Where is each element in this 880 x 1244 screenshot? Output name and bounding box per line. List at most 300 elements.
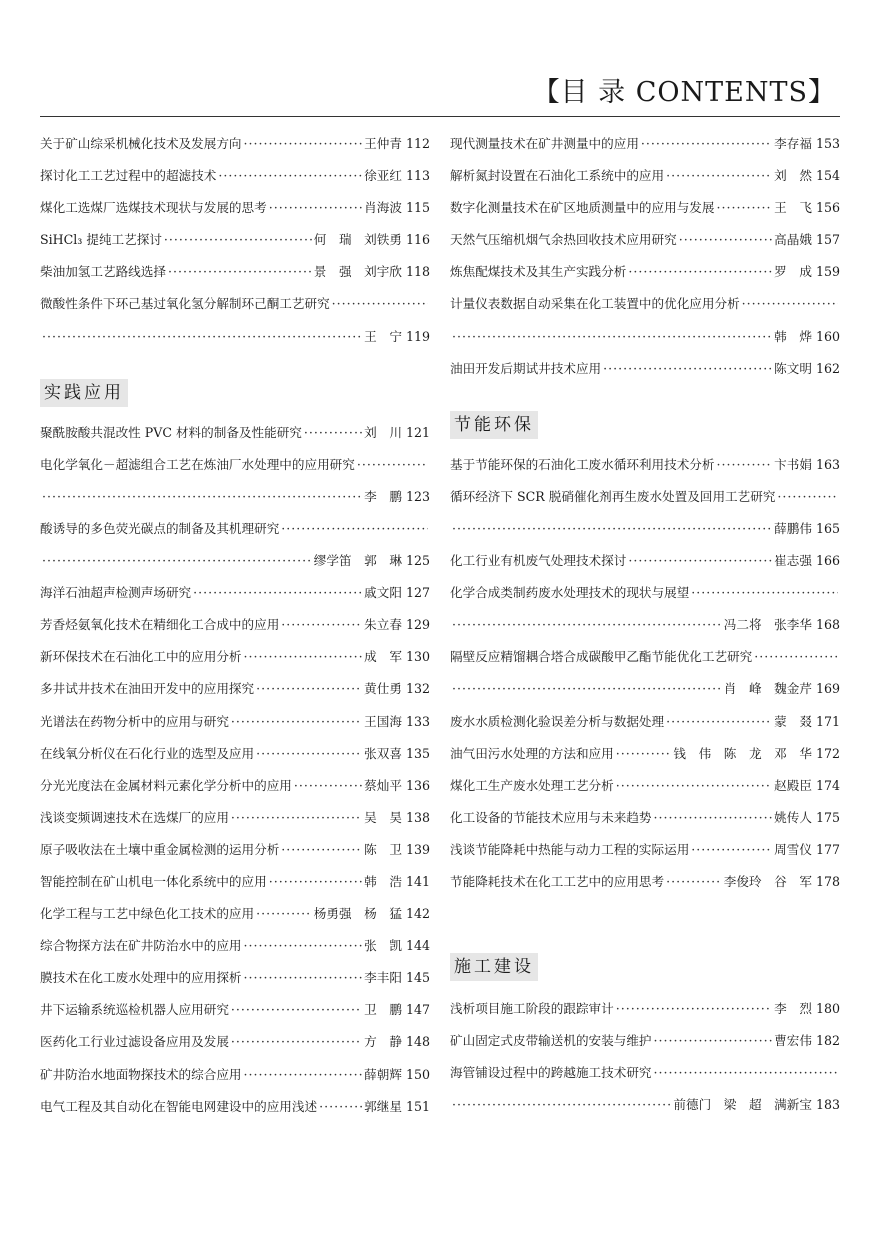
section-heading-energy: 节能环保 <box>450 411 538 439</box>
toc-title-line <box>450 1057 840 1089</box>
toc-entry <box>450 577 840 641</box>
toc-title: 医药化工行业过滤设备应用及发展 <box>40 1034 229 1050</box>
toc-title-line <box>450 481 840 513</box>
toc-title: 矿井防治水地面物探技术的综合应用 <box>40 1066 242 1082</box>
toc-page-number: 144 <box>405 938 430 954</box>
toc-author: 高晶娥 <box>774 232 812 248</box>
toc-author: 卞书娟 <box>774 456 812 472</box>
toc-page-number: 116 <box>405 232 430 248</box>
toc-page-number: 135 <box>405 745 430 761</box>
toc-author: 王国海 <box>364 713 402 729</box>
toc-leader-dots <box>616 738 672 770</box>
toc-line <box>40 834 430 866</box>
toc-author-line <box>40 481 430 513</box>
toc-page-number: 168 <box>815 617 840 633</box>
toc-author: 陈 卫 <box>364 841 402 857</box>
toc-leader-dots <box>716 192 772 224</box>
toc-line <box>40 641 430 673</box>
toc-title-line <box>450 288 840 320</box>
toc-title: 节能降耗技术在化工工艺中的应用思考 <box>450 873 665 889</box>
construction-list <box>450 993 840 1121</box>
toc-leader-dots <box>452 673 722 705</box>
toc-page-number: 123 <box>405 488 430 504</box>
toc-title-line <box>40 449 430 481</box>
toc-leader-dots <box>616 770 772 802</box>
right-column <box>450 128 840 1121</box>
toc-line <box>40 802 430 834</box>
section-wrap <box>450 898 840 993</box>
toc-line <box>40 673 430 705</box>
toc-entry <box>40 288 430 352</box>
toc-page-number: 133 <box>405 713 430 729</box>
toc-page-number: 141 <box>405 873 430 889</box>
toc-page-number: 154 <box>815 168 840 184</box>
toc-line <box>40 738 430 770</box>
header-rule <box>40 116 840 117</box>
toc-entry <box>40 160 430 192</box>
toc-author: 徐亚红 <box>364 168 402 184</box>
toc-title: 聚酰胺酸共混改性 PVC 材料的制备及性能研究 <box>40 424 302 440</box>
toc-author: 杨勇强 杨 猛 <box>313 906 402 922</box>
toc-leader-dots <box>269 866 362 898</box>
toc-leader-dots <box>716 449 772 481</box>
toc-page-number: 115 <box>405 200 430 216</box>
toc-line <box>40 577 430 609</box>
toc-leader-dots <box>231 1026 362 1058</box>
toc-leader-dots <box>256 738 362 770</box>
toc-title: 多井试井技术在油田开发中的应用探究 <box>40 681 255 697</box>
toc-entry <box>450 481 840 545</box>
toc-title: 新环保技术在石油化工中的应用分析 <box>40 649 242 665</box>
toc-page-number: 113 <box>405 168 430 184</box>
toc-line <box>450 802 840 834</box>
toc-line <box>40 706 430 738</box>
toc-entry <box>450 770 840 802</box>
toc-leader-dots <box>231 802 362 834</box>
toc-line <box>450 160 840 192</box>
toc-entry <box>40 1091 430 1123</box>
toc-author: 郭继星 <box>364 1098 402 1114</box>
toc-author-line <box>40 321 430 353</box>
toc-leader-dots <box>452 321 772 353</box>
toc-title: 数字化测量技术在矿区地质测量中的应用与发展 <box>450 200 715 216</box>
toc-page-number: 171 <box>815 713 840 729</box>
toc-title: 探讨化工工艺过程中的超滤技术 <box>40 168 217 184</box>
toc-author: 肖 峰 魏金芹 <box>723 681 812 697</box>
toc-leader-dots <box>168 256 312 288</box>
toc-line <box>450 834 840 866</box>
toc-author: 钱 伟 陈 龙 邓 华 <box>673 745 812 761</box>
toc-leader-dots <box>628 545 772 577</box>
toc-author: 王 宁 <box>364 328 402 344</box>
toc-author: 戚文阳 <box>364 585 402 601</box>
toc-leader-dots <box>777 481 838 513</box>
toc-leader-dots <box>666 866 722 898</box>
toc-page-number: 138 <box>405 809 430 825</box>
toc-page-number: 156 <box>815 200 840 216</box>
toc-author: 景 强 刘宇欣 <box>313 264 402 280</box>
toc-author: 李 烈 <box>774 1001 812 1017</box>
toc-page-number: 183 <box>815 1097 840 1113</box>
toc-leader-dots <box>281 834 362 866</box>
left-top-list <box>40 128 430 353</box>
toc-line <box>40 160 430 192</box>
toc-title: 废水水质检测化验误差分析与数据处理 <box>450 713 665 729</box>
toc-author: 李存福 <box>774 136 812 151</box>
toc-page-number: 180 <box>815 1001 840 1017</box>
toc-leader-dots <box>218 160 362 192</box>
toc-page-number: 151 <box>405 1098 430 1114</box>
toc-page-number: 145 <box>405 970 430 986</box>
toc-leader-dots <box>452 609 722 641</box>
toc-title: 浅谈节能降耗中热能与动力工程的实际运用 <box>450 841 690 857</box>
toc-page-number: 112 <box>405 136 430 151</box>
toc-author: 罗 成 <box>774 264 812 280</box>
toc-line <box>40 128 430 160</box>
toc-title: 在线氧分析仪在石化行业的选型及应用 <box>40 745 255 761</box>
toc-leader-dots <box>294 770 362 802</box>
toc-author-line <box>450 1089 840 1121</box>
left-column <box>40 128 430 1123</box>
toc-entry <box>40 256 430 288</box>
toc-leader-dots <box>244 641 363 673</box>
toc-title: 化工行业有机废气处理技术探讨 <box>450 553 627 569</box>
toc-author: 曹宏伟 <box>774 1033 812 1049</box>
toc-line <box>40 1091 430 1123</box>
toc-line <box>40 930 430 962</box>
toc-title: 基于节能环保的石油化工废水循环利用技术分析 <box>450 456 715 472</box>
toc-line <box>40 994 430 1026</box>
toc-entry <box>40 706 430 738</box>
toc-author: 冯二将 张李华 <box>723 617 812 633</box>
toc-line <box>450 128 840 160</box>
toc-line <box>450 1025 840 1057</box>
toc-author: 王仲青 <box>364 136 402 151</box>
toc-title: 煤化工生产废水处理工艺分析 <box>450 777 614 793</box>
toc-title: 现代测量技术在矿井测量中的应用 <box>450 136 639 151</box>
toc-page-number: 142 <box>405 906 430 922</box>
toc-title: 解析氮封设置在石油化工系统中的应用 <box>450 168 665 184</box>
toc-entry <box>450 449 840 481</box>
toc-leader-dots <box>691 834 772 866</box>
toc-line <box>40 898 430 930</box>
toc-page-number: 163 <box>815 456 840 472</box>
toc-leader-dots <box>691 577 838 609</box>
toc-author: 崔志强 <box>774 553 812 569</box>
toc-title: 微酸性条件下环己基过氧化氢分解制环己酮工艺研究 <box>40 296 330 312</box>
toc-entry <box>40 513 430 577</box>
toc-leader-dots <box>42 481 362 513</box>
toc-page-number: 160 <box>815 328 840 344</box>
toc-title: 浅析项目施工阶段的跟踪审计 <box>450 1001 614 1017</box>
toc-page-number: 132 <box>405 681 430 697</box>
toc-leader-dots <box>754 641 838 673</box>
toc-page-number: 119 <box>405 328 430 344</box>
toc-title: 循环经济下 SCR 脱硝催化剂再生废水处置及回用工艺研究 <box>450 488 776 504</box>
toc-title-line <box>40 513 430 545</box>
section-wrap <box>40 353 430 417</box>
toc-entry <box>450 160 840 192</box>
toc-leader-dots <box>319 1091 362 1123</box>
toc-page-number: 121 <box>405 424 430 440</box>
toc-line <box>40 256 430 288</box>
toc-page-number: 127 <box>405 585 430 601</box>
toc-line <box>450 770 840 802</box>
toc-author: 李俊玲 谷 军 <box>723 873 812 889</box>
toc-entry <box>40 417 430 449</box>
toc-leader-dots <box>654 1057 839 1089</box>
toc-author: 李丰阳 <box>364 970 402 986</box>
toc-leader-dots <box>231 994 362 1026</box>
toc-entry <box>40 641 430 673</box>
toc-entry <box>450 288 840 352</box>
toc-page-number: 150 <box>405 1066 430 1082</box>
toc-leader-dots <box>193 577 362 609</box>
toc-title-line <box>40 288 430 320</box>
toc-title: 关于矿山综采机械化技术及发展方向 <box>40 136 242 151</box>
toc-leader-dots <box>452 1089 671 1121</box>
toc-leader-dots <box>256 673 362 705</box>
toc-author: 王 飞 <box>774 200 812 216</box>
toc-entry <box>450 993 840 1025</box>
toc-title: 炼焦配煤技术及其生产实践分析 <box>450 264 627 280</box>
section-heading-practice: 实践应用 <box>40 379 128 407</box>
toc-leader-dots <box>281 609 362 641</box>
toc-entry <box>450 802 840 834</box>
toc-leader-dots <box>742 288 838 320</box>
toc-author: 蒙 叕 <box>774 713 812 729</box>
toc-leader-dots <box>654 802 773 834</box>
toc-page-number: 139 <box>405 841 430 857</box>
toc-page-number: 169 <box>815 681 840 697</box>
toc-line <box>40 224 430 256</box>
toc-title: 膜技术在化工废水处理中的应用探析 <box>40 970 242 986</box>
toc-title-line <box>450 577 840 609</box>
toc-line <box>40 866 430 898</box>
toc-author: 成 军 <box>364 649 402 665</box>
toc-leader-dots <box>603 353 772 385</box>
toc-leader-dots <box>231 706 362 738</box>
toc-author-line <box>450 321 840 353</box>
toc-page-number: 125 <box>405 553 430 569</box>
toc-line <box>450 256 840 288</box>
toc-author: 韩 浩 <box>364 873 402 889</box>
toc-entry <box>40 930 430 962</box>
toc-title: 矿山固定式皮带输送机的安装与维护 <box>450 1033 652 1049</box>
toc-author: 方 静 <box>364 1034 402 1050</box>
toc-leader-dots <box>244 962 363 994</box>
toc-line <box>40 609 430 641</box>
toc-author: 朱立春 <box>364 617 402 633</box>
toc-entry <box>40 866 430 898</box>
toc-title: 电化学氧化－超滤组合工艺在炼油厂水处理中的应用研究 <box>40 456 355 472</box>
toc-page-number: 118 <box>405 264 430 280</box>
toc-line <box>40 962 430 994</box>
toc-author-line <box>450 609 840 641</box>
toc-title: 隔壁反应精馏耦合塔合成碳酸甲乙酯节能优化工艺研究 <box>450 649 753 665</box>
toc-entry <box>450 256 840 288</box>
toc-line <box>450 706 840 738</box>
toc-entry <box>450 1057 840 1121</box>
toc-entry <box>450 353 840 385</box>
toc-entry <box>450 641 840 705</box>
toc-page-number: 182 <box>815 1033 840 1049</box>
toc-author: 缪学笛 郭 琳 <box>313 553 402 569</box>
toc-leader-dots <box>628 256 772 288</box>
toc-entry <box>450 706 840 738</box>
toc-page-number: 153 <box>815 136 840 151</box>
toc-title: 化学合成类制药废水处理技术的现状与展望 <box>450 585 690 601</box>
toc-title: 智能控制在矿山机电一体化系统中的应用 <box>40 873 267 889</box>
toc-line <box>450 993 840 1025</box>
toc-entry <box>450 738 840 770</box>
toc-page-number: 177 <box>815 841 840 857</box>
toc-entry <box>40 1059 430 1091</box>
toc-author: 姚传人 <box>774 809 812 825</box>
toc-leader-dots <box>641 128 772 160</box>
toc-entry <box>450 1025 840 1057</box>
toc-author: 薛鹏伟 <box>774 520 812 536</box>
toc-entry <box>40 802 430 834</box>
toc-title: 芳香烃氨氧化技术在精细化工合成中的应用 <box>40 617 280 633</box>
toc-page-number: 166 <box>815 553 840 569</box>
toc-author: 吴 昊 <box>364 809 402 825</box>
toc-leader-dots <box>256 898 312 930</box>
toc-leader-dots <box>332 288 428 320</box>
toc-author: 薛朝辉 <box>364 1066 402 1082</box>
toc-line <box>450 545 840 577</box>
toc-author: 张双喜 <box>364 745 402 761</box>
toc-entry <box>40 673 430 705</box>
toc-author: 何 瑞 刘铁勇 <box>313 232 402 248</box>
toc-title: 电气工程及其自动化在智能电网建设中的应用浅述 <box>40 1098 318 1114</box>
toc-entry <box>40 898 430 930</box>
toc-line <box>450 353 840 385</box>
toc-entry <box>450 545 840 577</box>
toc-line <box>40 417 430 449</box>
toc-entry <box>40 224 430 256</box>
toc-page-number: 148 <box>405 1034 430 1050</box>
toc-leader-dots <box>244 930 363 962</box>
toc-entry <box>40 834 430 866</box>
toc-title: 油田开发后期试井技术应用 <box>450 360 602 376</box>
toc-leader-dots <box>304 417 362 449</box>
toc-author: 卫 鹏 <box>364 1002 402 1018</box>
toc-author-line <box>40 545 430 577</box>
toc-line <box>450 866 840 898</box>
toc-entry <box>450 224 840 256</box>
toc-entry <box>40 449 430 513</box>
toc-entry <box>40 577 430 609</box>
toc-title: 计量仪表数据自动采集在化工装置中的优化应用分析 <box>450 296 740 312</box>
toc-page-number: 136 <box>405 777 430 793</box>
toc-author-line <box>450 513 840 545</box>
toc-author-line <box>450 673 840 705</box>
toc-title: 煤化工选煤厂选煤技术现状与发展的思考 <box>40 200 267 216</box>
toc-author: 周雪仪 <box>774 841 812 857</box>
toc-leader-dots <box>42 321 362 353</box>
toc-leader-dots <box>666 706 772 738</box>
toc-page-number: 147 <box>405 1002 430 1018</box>
toc-page-number: 129 <box>405 617 430 633</box>
toc-entry <box>40 128 430 160</box>
toc-author: 刘 川 <box>364 424 402 440</box>
toc-entry <box>450 834 840 866</box>
toc-leader-dots <box>452 513 772 545</box>
contents-header: 【目 录 CONTENTS】 <box>532 77 836 108</box>
toc-title: 分光光度法在金属材料元素化学分析中的应用 <box>40 777 292 793</box>
toc-entry <box>40 962 430 994</box>
toc-page-number: 172 <box>815 745 840 761</box>
toc-title: 化工设备的节能技术应用与未来趋势 <box>450 809 652 825</box>
toc-title: 浅谈变频调速技术在选煤厂的应用 <box>40 809 229 825</box>
toc-leader-dots <box>679 224 772 256</box>
practice-list <box>40 417 430 1123</box>
toc-leader-dots <box>244 128 363 160</box>
toc-entry <box>450 128 840 160</box>
toc-page-number: 178 <box>815 873 840 889</box>
toc-entry <box>40 770 430 802</box>
toc-line <box>450 738 840 770</box>
toc-entry <box>40 192 430 224</box>
toc-leader-dots <box>244 1059 363 1091</box>
toc-leader-dots <box>666 160 772 192</box>
toc-page-number: 159 <box>815 264 840 280</box>
toc-page-number: 162 <box>815 360 840 376</box>
toc-entry <box>40 1026 430 1058</box>
toc-line <box>450 224 840 256</box>
toc-entry <box>450 192 840 224</box>
energy-list <box>450 449 840 898</box>
toc-title: 油气田污水处理的方法和应用 <box>450 745 614 761</box>
toc-title: 综合物探方法在矿井防治水中的应用 <box>40 938 242 954</box>
toc-leader-dots <box>357 449 428 481</box>
toc-line <box>450 192 840 224</box>
toc-title: 酸诱导的多色荧光碳点的制备及其机理研究 <box>40 520 280 536</box>
toc-title: 光谱法在药物分析中的应用与研究 <box>40 713 229 729</box>
toc-author: 黄仕勇 <box>364 681 402 697</box>
toc-line <box>40 770 430 802</box>
toc-page-number: 157 <box>815 232 840 248</box>
toc-leader-dots <box>281 513 428 545</box>
toc-entry <box>40 738 430 770</box>
toc-leader-dots <box>42 545 312 577</box>
section-heading-construction: 施工建设 <box>450 953 538 981</box>
toc-author: 肖海波 <box>364 200 402 216</box>
toc-title: 海洋石油超声检测声场研究 <box>40 585 192 601</box>
toc-author: 前德门 梁 超 满新宝 <box>673 1097 812 1113</box>
toc-title: SiHCl₃ 提纯工艺探讨 <box>40 232 162 248</box>
toc-entry <box>450 866 840 898</box>
toc-author: 韩 烨 <box>774 328 812 344</box>
toc-page-number: 165 <box>815 520 840 536</box>
toc-title: 原子吸收法在土壤中重金属检测的运用分析 <box>40 841 280 857</box>
toc-line <box>450 449 840 481</box>
toc-author: 张 凯 <box>364 938 402 954</box>
toc-author: 赵殿臣 <box>774 777 812 793</box>
toc-leader-dots <box>616 993 772 1025</box>
toc-title: 柴油加氢工艺路线选择 <box>40 264 166 280</box>
toc-title: 天然气压缩机烟气余热回收技术应用研究 <box>450 232 677 248</box>
toc-leader-dots <box>654 1025 773 1057</box>
toc-line <box>40 1059 430 1091</box>
toc-title: 海管铺设过程中的跨越施工技术研究 <box>450 1065 652 1081</box>
toc-entry <box>40 609 430 641</box>
toc-author: 蔡灿平 <box>364 777 402 793</box>
toc-page-number: 175 <box>815 809 840 825</box>
section-wrap <box>450 385 840 449</box>
toc-title: 井下运输系统巡检机器人应用研究 <box>40 1002 229 1018</box>
